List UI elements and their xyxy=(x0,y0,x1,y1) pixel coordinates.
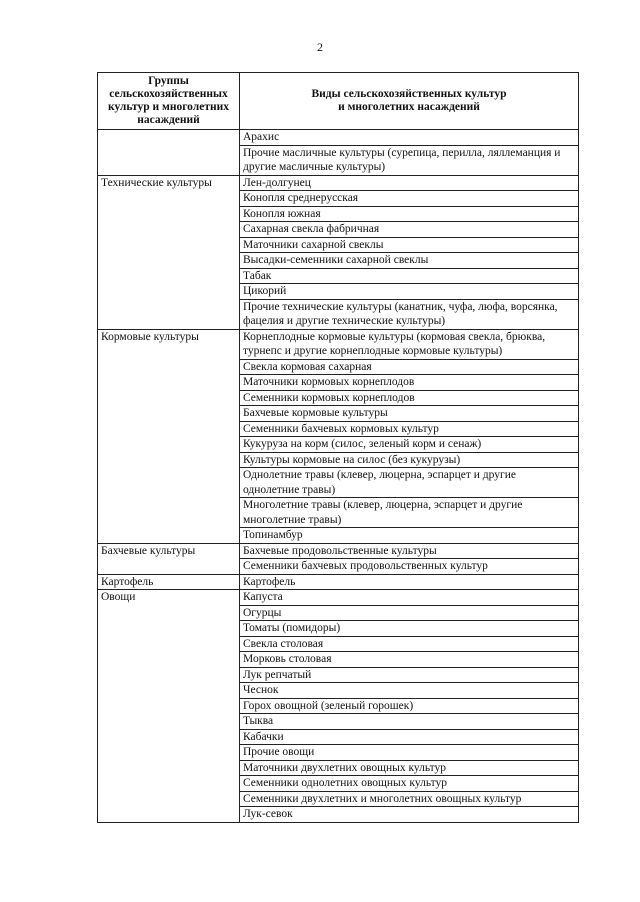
header-line: культур и многолетних xyxy=(108,101,229,113)
table-row xyxy=(98,574,579,590)
crop-group-cell xyxy=(98,222,240,238)
crop-type-cell: Однолетние травы (клевер, люцерна, эспарцет и другие однолетние травы) xyxy=(240,468,579,498)
crop-group-cell: Бахчевые культуры xyxy=(98,543,240,559)
crop-type-cell: Прочие овощи xyxy=(240,745,579,761)
table-row xyxy=(98,791,579,807)
crop-type-cell: Кабачки xyxy=(240,729,579,745)
crop-type-cell: Прочие масличные культуры (сурепица, перилла, ляллеманция и другие масличные культуры) xyxy=(240,145,579,175)
table-row xyxy=(98,329,579,359)
crop-group-cell xyxy=(98,299,240,329)
crop-type-cell: Семенники бахчевых продовольственных культур xyxy=(240,559,579,575)
crop-group-cell xyxy=(98,237,240,253)
crop-group-cell xyxy=(98,145,240,175)
crop-type-cell: Томаты (помидоры) xyxy=(240,621,579,637)
table-row xyxy=(98,776,579,792)
crop-group-cell xyxy=(98,528,240,544)
crop-group-cell xyxy=(98,498,240,528)
crop-type-cell: Сахарная свекла фабричная xyxy=(240,222,579,238)
crop-group-cell xyxy=(98,745,240,761)
table-row xyxy=(98,543,579,559)
table-row xyxy=(98,760,579,776)
table-header-row xyxy=(98,73,579,130)
table-row xyxy=(98,590,579,606)
header-crop-types xyxy=(240,73,579,130)
table-row xyxy=(98,299,579,329)
table-row xyxy=(98,359,579,375)
table-row xyxy=(98,745,579,761)
crop-group-cell: Технические культуры xyxy=(98,175,240,191)
crop-type-cell: Бахчевые продовольственные культуры xyxy=(240,543,579,559)
crop-group-cell xyxy=(98,683,240,699)
table-row xyxy=(98,130,579,146)
table-row xyxy=(98,284,579,300)
crop-group-cell xyxy=(98,667,240,683)
crop-type-cell: Лен-долгунец xyxy=(240,175,579,191)
table-row xyxy=(98,667,579,683)
crop-type-cell: Бахчевые кормовые культуры xyxy=(240,406,579,422)
crop-type-cell: Цикорий xyxy=(240,284,579,300)
crop-group-cell: Овощи xyxy=(98,590,240,606)
crop-group-cell xyxy=(98,791,240,807)
crop-group-cell xyxy=(98,559,240,575)
table-row xyxy=(98,729,579,745)
crop-group-cell xyxy=(98,714,240,730)
header-line: Группы xyxy=(148,75,189,87)
crop-type-cell: Семенники однолетних овощных культур xyxy=(240,776,579,792)
page-number: 2 xyxy=(317,40,323,54)
table-row xyxy=(98,406,579,422)
crop-type-cell: Чеснок xyxy=(240,683,579,699)
table-row xyxy=(98,421,579,437)
crop-group-cell: Кормовые культуры xyxy=(98,329,240,359)
table-row xyxy=(98,714,579,730)
crop-group-cell xyxy=(98,760,240,776)
crop-type-cell: Маточники кормовых корнеплодов xyxy=(240,375,579,391)
crop-type-cell: Тыква xyxy=(240,714,579,730)
table-row xyxy=(98,390,579,406)
crop-group-cell xyxy=(98,621,240,637)
crop-type-cell: Семенники бахчевых кормовых культур xyxy=(240,421,579,437)
crop-type-cell: Лук репчатый xyxy=(240,667,579,683)
header-line: насаждений xyxy=(137,114,200,126)
crop-type-cell: Высадки-семенники сахарной свеклы xyxy=(240,253,579,269)
crop-type-cell: Табак xyxy=(240,268,579,284)
header-line: Виды сельскохозяйственных культур xyxy=(311,88,507,100)
crop-group-cell xyxy=(98,776,240,792)
table-body xyxy=(98,130,579,823)
crop-type-cell: Маточники двухлетних овощных культур xyxy=(240,760,579,776)
crop-group-cell xyxy=(98,452,240,468)
table-row xyxy=(98,222,579,238)
crop-type-cell: Капуста xyxy=(240,590,579,606)
crop-type-cell: Огурцы xyxy=(240,605,579,621)
crop-type-cell: Конопля южная xyxy=(240,206,579,222)
crop-type-cell: Культуры кормовые на силос (без кукурузы) xyxy=(240,452,579,468)
crop-type-cell: Кукуруза на корм (силос, зеленый корм и сенаж) xyxy=(240,437,579,453)
table-row xyxy=(98,268,579,284)
crop-group-cell: Картофель xyxy=(98,574,240,590)
table-row xyxy=(98,237,579,253)
crop-group-cell xyxy=(98,652,240,668)
crop-type-cell: Свекла кормовая сахарная xyxy=(240,359,579,375)
table-row xyxy=(98,528,579,544)
crop-type-cell: Картофель xyxy=(240,574,579,590)
crop-group-cell xyxy=(98,359,240,375)
table-row xyxy=(98,559,579,575)
crop-type-cell: Свекла столовая xyxy=(240,636,579,652)
crop-group-cell xyxy=(98,437,240,453)
crop-group-cell xyxy=(98,807,240,823)
crop-group-cell xyxy=(98,406,240,422)
crop-type-cell: Семенники двухлетних и многолетних овощных культур xyxy=(240,791,579,807)
table-row xyxy=(98,683,579,699)
crop-group-cell xyxy=(98,421,240,437)
crop-group-cell xyxy=(98,390,240,406)
table-row xyxy=(98,498,579,528)
table-row xyxy=(98,253,579,269)
crop-type-cell: Горох овощной (зеленый горошек) xyxy=(240,698,579,714)
table-row xyxy=(98,191,579,207)
crop-type-cell: Прочие технические культуры (канатник, чуфа, люфа, ворсянка, фацелия и другие технические культуры) xyxy=(240,299,579,329)
crop-group-cell xyxy=(98,253,240,269)
crop-type-cell: Топинамбур xyxy=(240,528,579,544)
table-row xyxy=(98,145,579,175)
crop-group-cell xyxy=(98,375,240,391)
table-row xyxy=(98,621,579,637)
table-row xyxy=(98,605,579,621)
crop-type-cell: Маточники сахарной свеклы xyxy=(240,237,579,253)
table-row xyxy=(98,807,579,823)
table-row xyxy=(98,206,579,222)
crop-type-cell: Корнеплодные кормовые культуры (кормовая свекла, брюква, турнепс и другие корнеплодные кормовые культуры) xyxy=(240,329,579,359)
crop-type-cell: Лук-севок xyxy=(240,807,579,823)
crop-group-cell xyxy=(98,605,240,621)
crop-group-cell xyxy=(98,191,240,207)
crop-type-cell: Конопля среднерусская xyxy=(240,191,579,207)
table-row xyxy=(98,375,579,391)
crop-group-cell xyxy=(98,284,240,300)
table-row xyxy=(98,175,579,191)
crop-group-cell xyxy=(98,468,240,498)
crop-type-cell: Семенники кормовых корнеплодов xyxy=(240,390,579,406)
crop-type-cell: Многолетние травы (клевер, люцерна, эспарцет и другие многолетние травы) xyxy=(240,498,579,528)
header-crop-groups xyxy=(98,73,240,130)
header-line: сельскохозяйственных xyxy=(109,88,228,100)
table-row xyxy=(98,452,579,468)
crops-table xyxy=(97,72,579,823)
crop-type-cell: Морковь столовая xyxy=(240,652,579,668)
crop-type-cell: Арахис xyxy=(240,130,579,146)
crop-group-cell xyxy=(98,268,240,284)
crop-group-cell xyxy=(98,698,240,714)
table-row xyxy=(98,437,579,453)
crop-group-cell xyxy=(98,729,240,745)
table-row xyxy=(98,468,579,498)
header-line: и многолетних насаждений xyxy=(338,101,480,113)
crop-group-cell xyxy=(98,206,240,222)
crop-group-cell xyxy=(98,636,240,652)
table-row xyxy=(98,652,579,668)
crop-group-cell xyxy=(98,130,240,146)
table-row xyxy=(98,636,579,652)
table-row xyxy=(98,698,579,714)
